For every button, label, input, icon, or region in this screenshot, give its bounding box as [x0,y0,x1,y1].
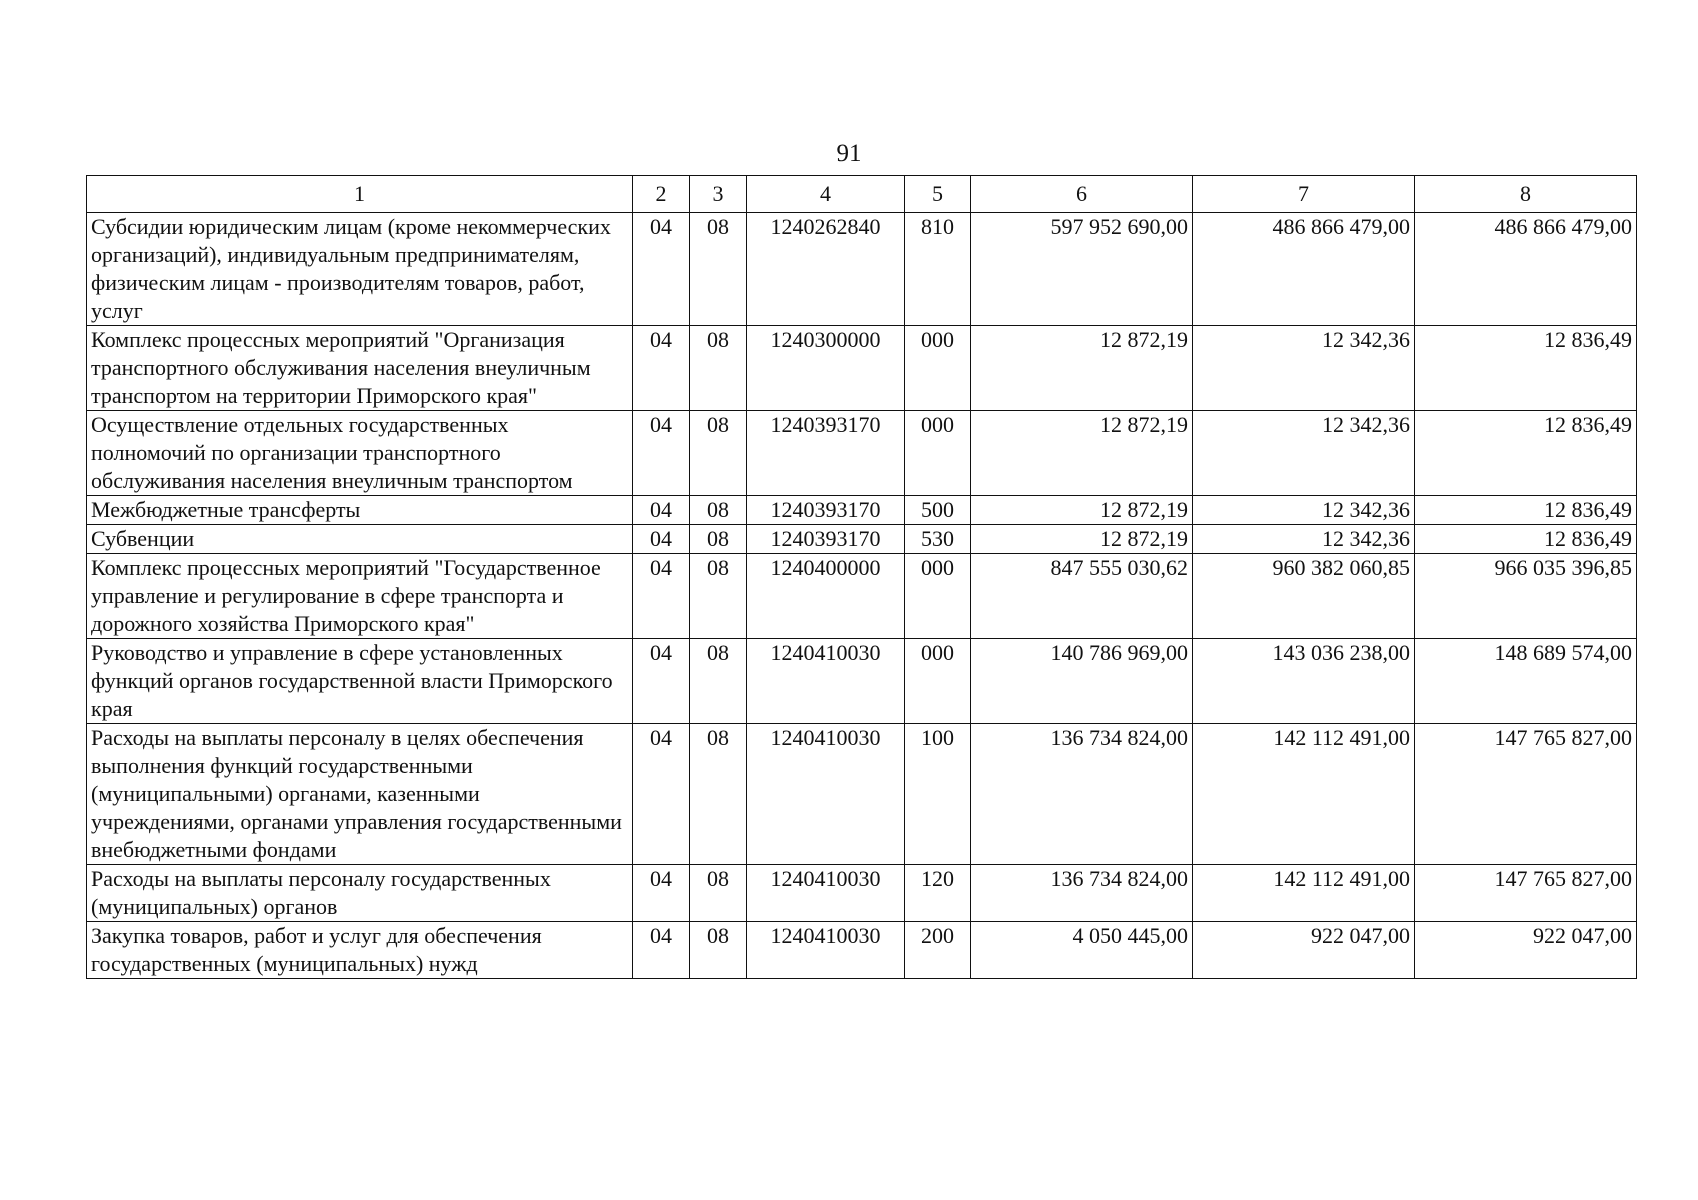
row-section: 04 [633,525,690,554]
row-target-article: 1240410030 [747,922,905,979]
table-body [87,213,1637,979]
table-row [87,326,1637,411]
row-target-article: 1240393170 [747,496,905,525]
header-cell-4: 4 [747,176,905,213]
row-target-article: 1240393170 [747,525,905,554]
header-row [87,176,1637,213]
table-row [87,922,1637,979]
row-name: Расходы на выплаты персоналу государственных (муниципальных) органов [87,865,633,922]
row-amount-col8: 966 035 396,85 [1415,554,1637,639]
row-amount-col8: 12 836,49 [1415,496,1637,525]
row-section: 04 [633,922,690,979]
row-amount-col6: 597 952 690,00 [971,213,1193,326]
row-subsection: 08 [690,326,747,411]
row-section: 04 [633,411,690,496]
table-row [87,411,1637,496]
row-expense-type: 120 [905,865,971,922]
row-section: 04 [633,724,690,865]
row-amount-col8: 147 765 827,00 [1415,724,1637,865]
row-target-article: 1240300000 [747,326,905,411]
row-amount-col6: 12 872,19 [971,496,1193,525]
budget-table [86,175,1637,979]
row-name: Комплекс процессных мероприятий "Организация транспортного обслуживания населения внеуличным транспортом на территории Приморского края" [87,326,633,411]
row-amount-col7: 12 342,36 [1193,525,1415,554]
header-cell-6: 6 [971,176,1193,213]
row-subsection: 08 [690,554,747,639]
row-subsection: 08 [690,411,747,496]
row-section: 04 [633,326,690,411]
row-subsection: 08 [690,865,747,922]
row-subsection: 08 [690,525,747,554]
row-name: Субсидии юридическим лицам (кроме некоммерческих организаций), индивидуальным предпринимателям, физическим лицам - производителям товаров, работ, услуг [87,213,633,326]
header-cell-2: 2 [633,176,690,213]
row-subsection: 08 [690,496,747,525]
row-amount-col7: 142 112 491,00 [1193,865,1415,922]
table-row [87,213,1637,326]
row-amount-col7: 960 382 060,85 [1193,554,1415,639]
row-amount-col6: 12 872,19 [971,326,1193,411]
row-name: Закупка товаров, работ и услуг для обеспечения государственных (муниципальных) нужд [87,922,633,979]
row-amount-col6: 12 872,19 [971,411,1193,496]
row-expense-type: 500 [905,496,971,525]
row-expense-type: 530 [905,525,971,554]
row-subsection: 08 [690,213,747,326]
row-name: Комплекс процессных мероприятий "Государственное управление и регулирование в сфере транспорта и дорожного хозяйства Приморского края" [87,554,633,639]
table-row [87,865,1637,922]
row-amount-col7: 12 342,36 [1193,411,1415,496]
row-amount-col6: 136 734 824,00 [971,724,1193,865]
row-amount-col8: 12 836,49 [1415,525,1637,554]
row-amount-col6: 136 734 824,00 [971,865,1193,922]
row-expense-type: 000 [905,554,971,639]
row-name: Субвенции [87,525,633,554]
row-amount-col8: 12 836,49 [1415,411,1637,496]
row-target-article: 1240410030 [747,865,905,922]
row-amount-col7: 486 866 479,00 [1193,213,1415,326]
row-amount-col8: 12 836,49 [1415,326,1637,411]
row-target-article: 1240410030 [747,724,905,865]
table-row [87,496,1637,525]
row-section: 04 [633,213,690,326]
row-section: 04 [633,865,690,922]
row-name: Расходы на выплаты персоналу в целях обеспечения выполнения функций государственными (муниципальными) органами, казенными учреждениями, органами управления государственными внебюджетными фондами [87,724,633,865]
row-amount-col6: 4 050 445,00 [971,922,1193,979]
row-amount-col6: 140 786 969,00 [971,639,1193,724]
row-expense-type: 000 [905,639,971,724]
row-section: 04 [633,496,690,525]
row-target-article: 1240262840 [747,213,905,326]
row-name: Межбюджетные трансферты [87,496,633,525]
header-cell-7: 7 [1193,176,1415,213]
row-amount-col7: 12 342,36 [1193,496,1415,525]
table-row [87,639,1637,724]
row-expense-type: 000 [905,411,971,496]
row-subsection: 08 [690,639,747,724]
row-target-article: 1240410030 [747,639,905,724]
row-section: 04 [633,639,690,724]
row-amount-col7: 12 342,36 [1193,326,1415,411]
row-name: Осуществление отдельных государственных полномочий по организации транспортного обслуживания населения внеуличным транспортом [87,411,633,496]
row-target-article: 1240400000 [747,554,905,639]
header-cell-5: 5 [905,176,971,213]
row-expense-type: 100 [905,724,971,865]
row-amount-col7: 143 036 238,00 [1193,639,1415,724]
header-cell-8: 8 [1415,176,1637,213]
header-cell-1: 1 [87,176,633,213]
table-header [87,176,1637,213]
row-expense-type: 200 [905,922,971,979]
row-amount-col8: 147 765 827,00 [1415,865,1637,922]
row-target-article: 1240393170 [747,411,905,496]
table-row [87,724,1637,865]
row-amount-col6: 12 872,19 [971,525,1193,554]
header-cell-3: 3 [690,176,747,213]
row-subsection: 08 [690,724,747,865]
row-expense-type: 000 [905,326,971,411]
row-amount-col8: 922 047,00 [1415,922,1637,979]
row-amount-col6: 847 555 030,62 [971,554,1193,639]
row-expense-type: 810 [905,213,971,326]
row-amount-col7: 922 047,00 [1193,922,1415,979]
row-amount-col8: 148 689 574,00 [1415,639,1637,724]
row-section: 04 [633,554,690,639]
table-row [87,525,1637,554]
table-row [87,554,1637,639]
row-subsection: 08 [690,922,747,979]
page-number: 91 [836,140,862,167]
row-amount-col7: 142 112 491,00 [1193,724,1415,865]
row-amount-col8: 486 866 479,00 [1415,213,1637,326]
row-name: Руководство и управление в сфере установленных функций органов государственной власти Приморского края [87,639,633,724]
